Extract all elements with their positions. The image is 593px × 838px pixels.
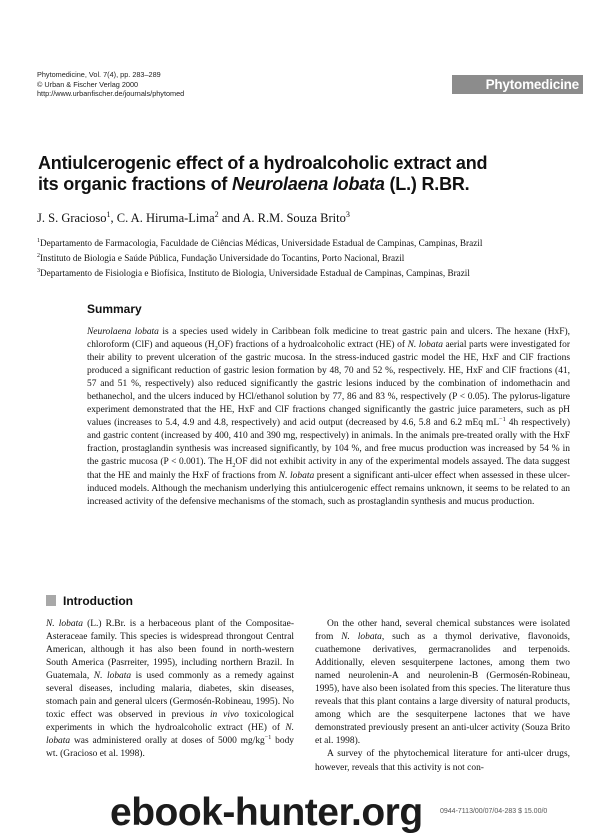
journal-reference: Phytomedicine, Vol. 7(4), pp. 283–289 [37, 70, 161, 79]
subscript: 2 [214, 345, 218, 352]
article-code: 0944-7113/00/07/04-283 $ 15.00/0 [440, 808, 548, 815]
species-name: N. lobata [46, 619, 83, 629]
species-name: N. lobata [46, 723, 294, 747]
affiliation-text: Departamento de Farmacologia, Faculdade de Ciências Médicas, Universidade Estadual de Campinas, Campinas, Brazil [39, 238, 483, 248]
title-species: Neurolaena lobata [232, 174, 385, 194]
species-name: N. lobata [278, 470, 315, 481]
affiliation-number: 3 [37, 267, 40, 274]
affiliation-number: 2 [37, 252, 40, 259]
intro-text: On the other hand, several chemical substances were isolated from [315, 619, 570, 643]
intro-text: (L.) R.Br. is a herbaceous plant of the Compositae-Asteraceae family. This species is widespread throngout Central American, although it has also been found in north-western South America (Pasrreiter, 1995), including northern Brazil. In Guatemala, [46, 619, 294, 682]
title-line-2 [38, 174, 568, 195]
intro-text: , such as a thymol derivative, flavonoids, cuathemone derivatives, germacranolides and terpenoids. Additionally, eleven sesquiterpene lactones, among them two named neurolenin-A and neurolenin-B (Germosén-Robineau, 1995), have also been isolated from this species. The literature thus reveals that this plant contains a large diversity of natural products, among which are the sesquiterpene lactones that we have demonstrated previously present an anti-ulcer activity (Souza Brito et al. 1998). [315, 632, 570, 747]
latin-term: in vivo [209, 710, 239, 721]
publisher-copyright: © Urban & Fischer Verlag 2000 [37, 79, 139, 89]
author-affiliation-mark: 1 [106, 209, 111, 219]
affiliation [37, 251, 482, 266]
summary-text: present a significant anti-ulcer effect when assessed in these ulcer-induced models. Although the mechanism underlying this antiulcerogenic effect remains unknown, it seems to be related to an increased activity of the defensive mechanisms of the stomach, such as prostaglandin synthesis and mucus production. [87, 470, 571, 507]
journal-badge: Phytomedicine [452, 75, 583, 94]
summary-heading: Summary [87, 302, 142, 316]
author-separator: and [218, 211, 243, 225]
subscript: 2 [232, 463, 236, 470]
affiliations [37, 236, 482, 281]
summary-text: OF did not exhibit activity in any of the experimental models assayed. The data suggest that the HE and mainly the HxF of fractions from [87, 457, 570, 481]
journal-url[interactable]: http://www.urbanfischer.de/journals/phytomed [37, 89, 185, 99]
title-line-1: Antiulcerogenic effect of a hydroalcoholic extract and [38, 153, 488, 173]
intro-paragraph [315, 618, 570, 748]
affiliation [37, 266, 482, 281]
summary-paragraph [87, 326, 570, 509]
author-affiliation-mark: 2 [214, 209, 219, 219]
intro-right-column [315, 618, 570, 775]
superscript: −1 [499, 417, 506, 424]
intro-left-column [46, 618, 294, 762]
intro-text: was administered orally at doses of 5000 mg/kg [70, 736, 265, 747]
author-name: C. A. Hiruma-Lima [116, 211, 215, 225]
species-name: N. lobata [407, 340, 443, 351]
author-list [37, 211, 350, 226]
journal-metadata [37, 70, 184, 99]
summary-text: 4h respectively) and gastric content (increased by 400, 410 and 390 mg, respectively) in animals. In the animals pre-treated orally with the HxF fraction, prostaglandin synthesis was increased significantly, by 104 %, and free mucus production was increased by 54 % in the gastric mucosa (P < 0.001). The H [87, 418, 570, 468]
summary-text: OF) fractions of a hydroalcoholic extract (HE) of [217, 340, 408, 351]
intro-text: is used commonly as a remedy against several diseases, including malaria, diabetes, skin diseases, stomach pain and general ulcers (Germosén-Robineau, 1995). No toxic effect was observed in previous [46, 671, 295, 721]
title-text: its organic fractions of [38, 174, 233, 194]
intro-text: toxicological experiments in which the hydroalcoholic extract (HE) of [46, 710, 294, 734]
intro-paragraph [46, 618, 294, 762]
affiliation-number: 1 [37, 237, 40, 244]
affiliation-text: Departamento de Fisiologia e Biofísica, Instituto de Biologia, Universidade Estadual de Campinas, Campinas, Brazil [39, 268, 470, 278]
species-name: N. lobata [93, 671, 132, 682]
title-text-end: (L.) R.BR. [384, 174, 470, 194]
intro-paragraph: A survey of the phytochemical literature for anti-ulcer drugs, however, reveals that this activity is not con- [315, 749, 570, 773]
summary-body [87, 326, 570, 509]
watermark: ebook-hunter.org [110, 791, 423, 834]
affiliation [37, 236, 482, 251]
article-title [38, 153, 568, 195]
author-name: J. S. Gracioso [37, 211, 107, 225]
affiliation-text: Instituto de Biologia e Saúde Pública, Fundação Universidade do Tocantins, Porto Nacional, Brazil [39, 253, 405, 263]
intro-text: body wt. (Gracioso et al. 1998). [46, 736, 295, 760]
superscript: −1 [264, 735, 272, 742]
species-name: N. lobata [341, 632, 382, 643]
summary-text: aerial parts were investigated for their ability to prevent ulceration of the gastric mucosa. In the stress-induced gastric model the HE, HxF and ClF fractions produced a significant reduction of gastric lesion formation by 48, 70 and 52 %, respectively. HE, HxF and ClF fractions (41, 57 and 51 %, respectively) also reduced significantly the gastric lesions induced by the combination of indomethacin and bethanechol, and the ulcers induced by HCl/ethanol solution by 77, 86 and 83 %, respectively (P < 0.05). The pylorus-ligature experiment demonstrated that the HE, HxF and ClF fractions changed significantly the gastric juice parameters, such as pH values (increases to 5.4, 4.9 and 4.8, respectively) and acid output (decreased by 4.6, 5.8 and 6.2 mEq mL [87, 340, 570, 429]
author-name: A. R.M. Souza Brito [242, 211, 346, 225]
species-name: Neurolaena lobata [87, 327, 159, 337]
summary-text: is a species used widely in Caribbean folk medicine to treat gastric pain and ulcers. The hexane (HxF), chloroform (ClF) and aqueous (H [87, 327, 570, 351]
author-affiliation-mark: 3 [345, 209, 350, 219]
author-separator: , [110, 211, 117, 225]
section-marker [46, 595, 56, 606]
introduction-heading: Introduction [63, 594, 133, 608]
